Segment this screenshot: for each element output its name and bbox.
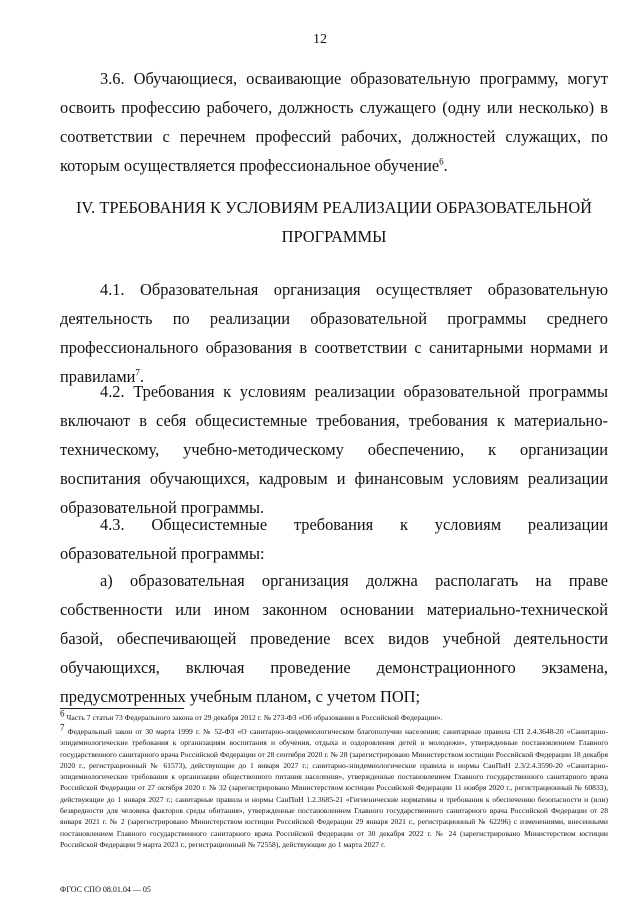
paragraph-4-1-text: 4.1. Образовательная организация осуществляет образовательную деятельность по реализации образовательной программы среднего профессионального образования в соответствии с санитарными нормами и правилами bbox=[60, 280, 608, 386]
paragraph-3-6-text: 3.6. Обучающиеся, осваивающие образовательную программу, могут освоить профессию рабочего, должность служащего (одну или несколько) в соответствии с перечнем профессий рабочих, должностей служащих, по которым осуществляется профессиональное обучение bbox=[60, 69, 608, 175]
paragraph-3-6: 3.6. Обучающиеся, осваивающие образовательную программу, могут освоить профессию рабочего, должность служащего (одну или несколько) в соответствии с перечнем профессий рабочих, должностей служащих, по которым осуществляется профессиональное обучение$^6$. bbox=[60, 69, 608, 175]
footnote-6-text: Часть 7 статьи 73 Федерального закона от 29 декабря 2012 г. № 273-ФЗ «Об образовании в Российской Федерации». bbox=[66, 713, 443, 722]
footnote-7-text: Федеральный закон от 30 марта 1999 г. № 52-ФЗ «О санитарно-эпидемиологическом благополучии населения; санитарные правила СП 2.4.3648-20 «Санитарно-эпидемиологические требования к организациям воспитания и обучения, отдыха и оздоровления детей и молодежи», утвержденные постановлением Главного государственного санитарного врача Российской Федерации от 28 сентября 2020 г. № 28 (зарегистрировано Министерством юстиции Российской Федерации 18 декабря 2020 г., регистрационный № 61573), действующие до 1 января 2027 г.; санитарно-эпидемиологические правила и нормы СанПиН 2.3/2.4.3590-20 «Санитарно-эпидемиологические требования к организации общественного питания населения», утвержденные постановлением Главного государственного санитарного врача Российской Федерации от 27 октября 2020 г. № 32 (зарегистрировано Министерством юстиции Российской Федерации 11 ноября 2020 г., регистрационный № 60833), действующие до 1 января 2027 г.; санитарные правила и нормы СанПиН 1.2.3685-21 «Гигиенические нормативы и требования к обеспечению безопасности и (или) безвредности для человека факторов среды обитания», утвержденные постановлением Главного государственного санитарного врача Российской Федерации от 28 января 2021 г. № 2 (зарегистрировано Министерством юстиции Российской Федерации 29 января 2021 г., регистрационный № 62296) с изменениями, внесенными постановлением Главного государственного санитарного врача Российской Федерации от 30 декабря 2022 г. № 24 (зарегистрировано Министерством юстиции Российской Федерации 9 марта 2023 г., регистрационный № 72558), действующие до 1 марта 2027 г. bbox=[60, 727, 608, 849]
document-code: ФГОС СПО 08.01.04 — 05 bbox=[60, 885, 151, 894]
page-number: 12 bbox=[313, 32, 327, 47]
footnote-6-mark: 6 bbox=[60, 708, 65, 719]
paragraph-4-3: 4.3. Общесистемные требования к условиям реализации образовательной программы: bbox=[60, 515, 608, 563]
footnote-6 bbox=[60, 708, 608, 723]
section-heading bbox=[60, 193, 608, 251]
footnote-ref-6: 6 bbox=[439, 156, 444, 167]
paragraph-4-1: 4.1. Образовательная организация осуществляет образовательную деятельность по реализации образовательной программы среднего профессионального образования в соответствии с санитарными нормами и правилами$^7$. bbox=[60, 280, 608, 386]
footnote-separator bbox=[60, 708, 184, 709]
paragraph-a: а) образовательная организация должна располагать на праве собственности или ином законном основании материально-технической базой, обеспечивающей проведение всех видов учебной деятельности обучающихся, включая проведение демонстрационного экзамена, предусмотренных учебным планом, с учетом ПОП; bbox=[60, 571, 608, 706]
footnote-7 bbox=[60, 722, 608, 850]
section-heading-line1: IV. ТРЕБОВАНИЯ К УСЛОВИЯМ РЕАЛИЗАЦИИ ОБРАЗОВАТЕЛЬНОЙ bbox=[75, 198, 593, 217]
section-heading-line2: ПРОГРАММЫ bbox=[281, 227, 387, 246]
footnote-ref-7: 7 bbox=[135, 367, 140, 378]
paragraph-4-2: 4.2. Требования к условиям реализации образовательной программы включают в себя общесистемные требования, требования к материально-техническому, учебно-методическому обеспечению, к организации воспитания обучающихся, кадровым и финансовым условиям реализации образовательной программы. bbox=[60, 382, 608, 517]
footnote-7-mark: 7 bbox=[60, 722, 65, 733]
